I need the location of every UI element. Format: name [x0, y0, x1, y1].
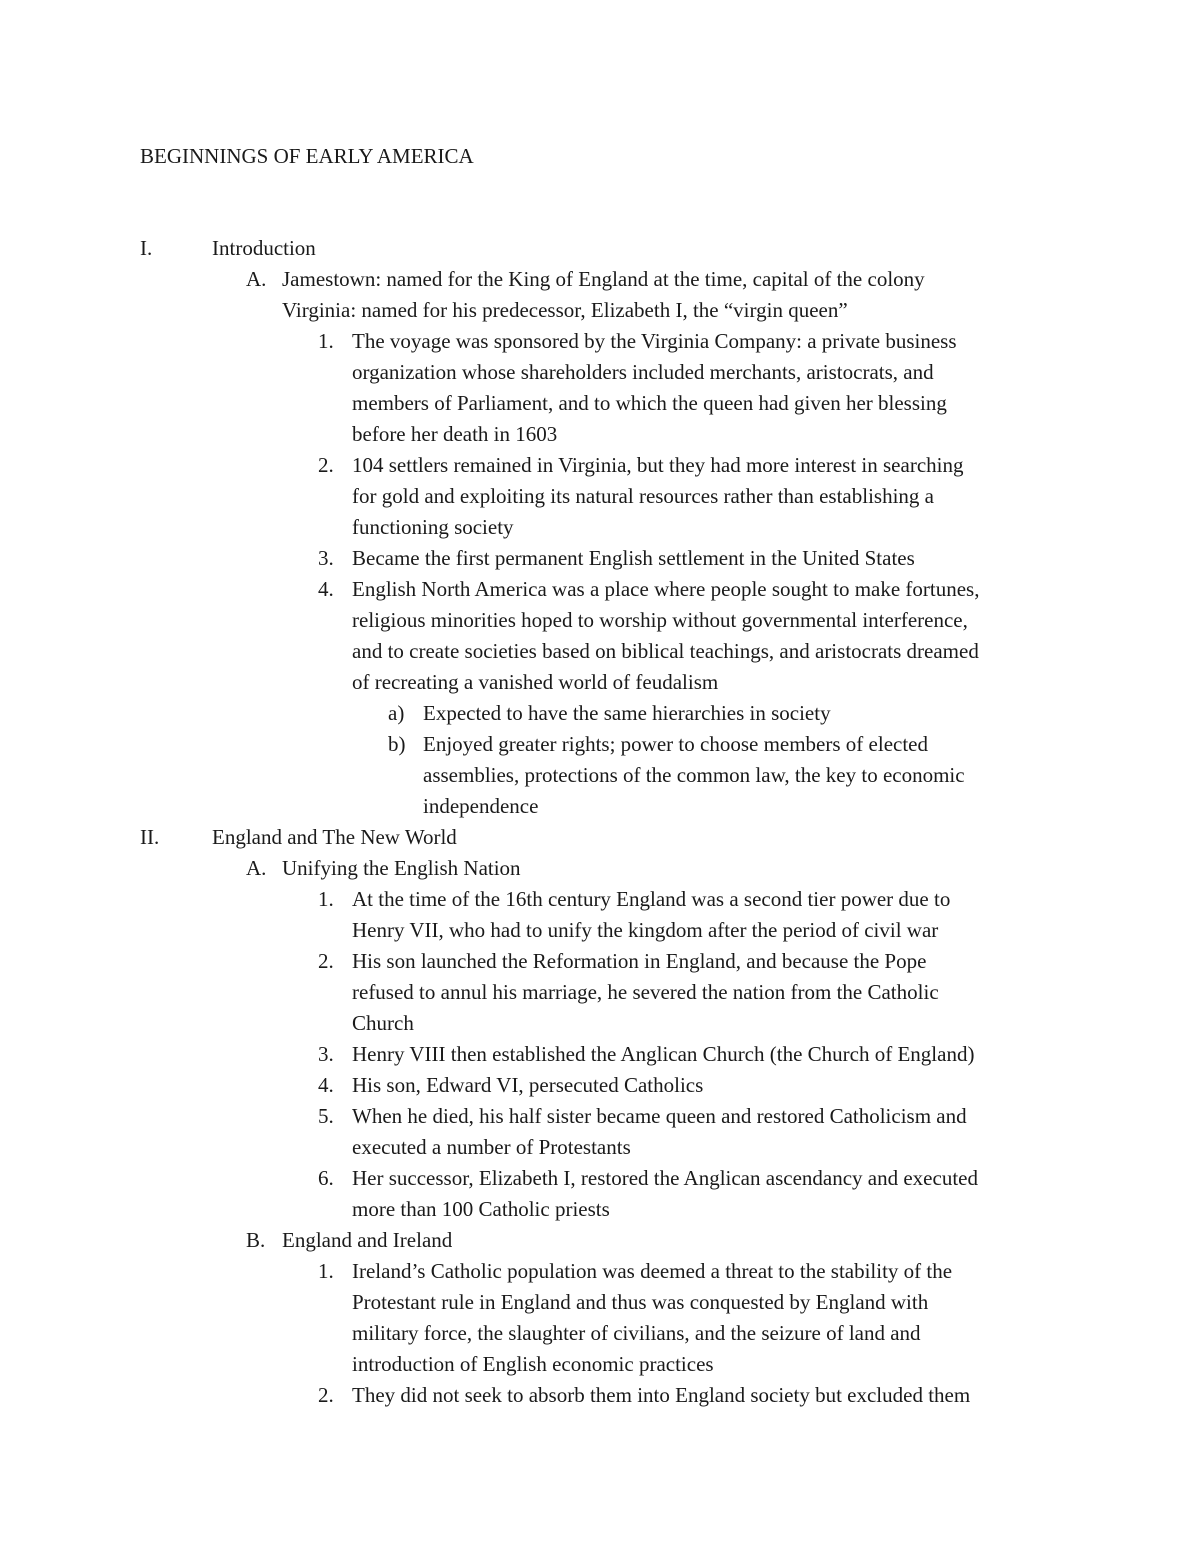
item-text-line: and to create societies based on biblical teachings, and aristocrats dreamed — [352, 639, 979, 663]
item-marker: 1. — [318, 887, 334, 911]
item-text-line: functioning society — [352, 515, 514, 539]
subitem-marker: b) — [388, 732, 406, 756]
subsection-text-line: Virginia: named for his predecessor, Elizabeth I, the “virgin queen” — [282, 298, 848, 322]
item-text-line: military force, the slaughter of civilians, and the seizure of land and — [352, 1321, 921, 1345]
item-text-line: refused to annul his marriage, he severed the nation from the Catholic — [352, 980, 939, 1004]
item-text-line: organization whose shareholders included merchants, aristocrats, and — [352, 360, 934, 384]
item-text-line: Ireland’s Catholic population was deemed a threat to the stability of the — [352, 1259, 953, 1283]
item-text-line: Became the first permanent English settlement in the United States — [352, 546, 915, 570]
subsection-text-line: Jamestown: named for the King of England at the time, capital of the colony — [282, 267, 925, 291]
item-text-line: members of Parliament, and to which the queen had given her blessing — [352, 391, 947, 415]
item-text-line: Henry VIII then established the Anglican Church (the Church of England) — [352, 1042, 975, 1066]
item-marker: 4. — [318, 577, 334, 601]
item-text-line: Church — [352, 1011, 414, 1035]
subitem-text-line: Expected to have the same hierarchies in society — [423, 701, 831, 725]
item-marker: 2. — [318, 1383, 334, 1407]
item-text-line: 104 settlers remained in Virginia, but they had more interest in searching — [352, 453, 964, 477]
item-text-line: Protestant rule in England and thus was conquested by England with — [352, 1290, 929, 1314]
item-text-line: English North America was a place where people sought to make fortunes, — [352, 577, 980, 601]
item-marker: 2. — [318, 453, 334, 477]
subsection-marker: A. — [246, 267, 267, 291]
item-text-line: When he died, his half sister became queen and restored Catholicism and — [352, 1104, 967, 1128]
item-text-line: The voyage was sponsored by the Virginia Company: a private business — [352, 329, 957, 353]
item-text-line: At the time of the 16th century England was a second tier power due to — [352, 887, 951, 911]
item-marker: 5. — [318, 1104, 334, 1128]
subsection-text-line: England and Ireland — [282, 1228, 453, 1252]
item-text-line: His son, Edward VI, persecuted Catholics — [352, 1073, 704, 1097]
item-marker: 1. — [318, 1259, 334, 1283]
section-marker: I. — [140, 236, 153, 260]
section-heading: England and The New World — [212, 825, 457, 849]
item-text-line: Henry VII, who had to unify the kingdom after the period of civil war — [352, 918, 939, 942]
item-text-line: of recreating a vanished world of feudalism — [352, 670, 719, 694]
item-text-line: before her death in 1603 — [352, 422, 558, 446]
item-text-line: religious minorities hoped to worship without governmental interference, — [352, 608, 968, 632]
item-marker: 1. — [318, 329, 334, 353]
subitem-text-line: assemblies, protections of the common law, the key to economic — [423, 763, 965, 787]
item-marker: 2. — [318, 949, 334, 973]
subsection-text-line: Unifying the English Nation — [282, 856, 521, 880]
subitem-text-line: Enjoyed greater rights; power to choose members of elected — [423, 732, 928, 756]
item-text-line: His son launched the Reformation in England, and because the Pope — [352, 949, 927, 973]
subsection-marker: A. — [246, 856, 267, 880]
item-text-line: introduction of English economic practices — [352, 1352, 714, 1376]
item-marker: 3. — [318, 546, 334, 570]
item-text-line: Her successor, Elizabeth I, restored the Anglican ascendancy and executed — [352, 1166, 978, 1190]
item-marker: 3. — [318, 1042, 334, 1066]
section-marker: II. — [140, 825, 160, 849]
item-text-line: executed a number of Protestants — [352, 1135, 631, 1159]
item-text-line: for gold and exploiting its natural resources rather than establishing a — [352, 484, 935, 508]
subsection-marker: B. — [246, 1228, 266, 1252]
subitem-text-line: independence — [423, 794, 539, 818]
document-title: BEGINNINGS OF EARLY AMERICA — [140, 144, 474, 168]
subitem-marker: a) — [388, 701, 405, 725]
section-heading: Introduction — [212, 236, 316, 260]
item-text-line: They did not seek to absorb them into England society but excluded them — [352, 1383, 971, 1407]
item-text-line: more than 100 Catholic priests — [352, 1197, 610, 1221]
item-marker: 4. — [318, 1073, 334, 1097]
item-marker: 6. — [318, 1166, 334, 1190]
